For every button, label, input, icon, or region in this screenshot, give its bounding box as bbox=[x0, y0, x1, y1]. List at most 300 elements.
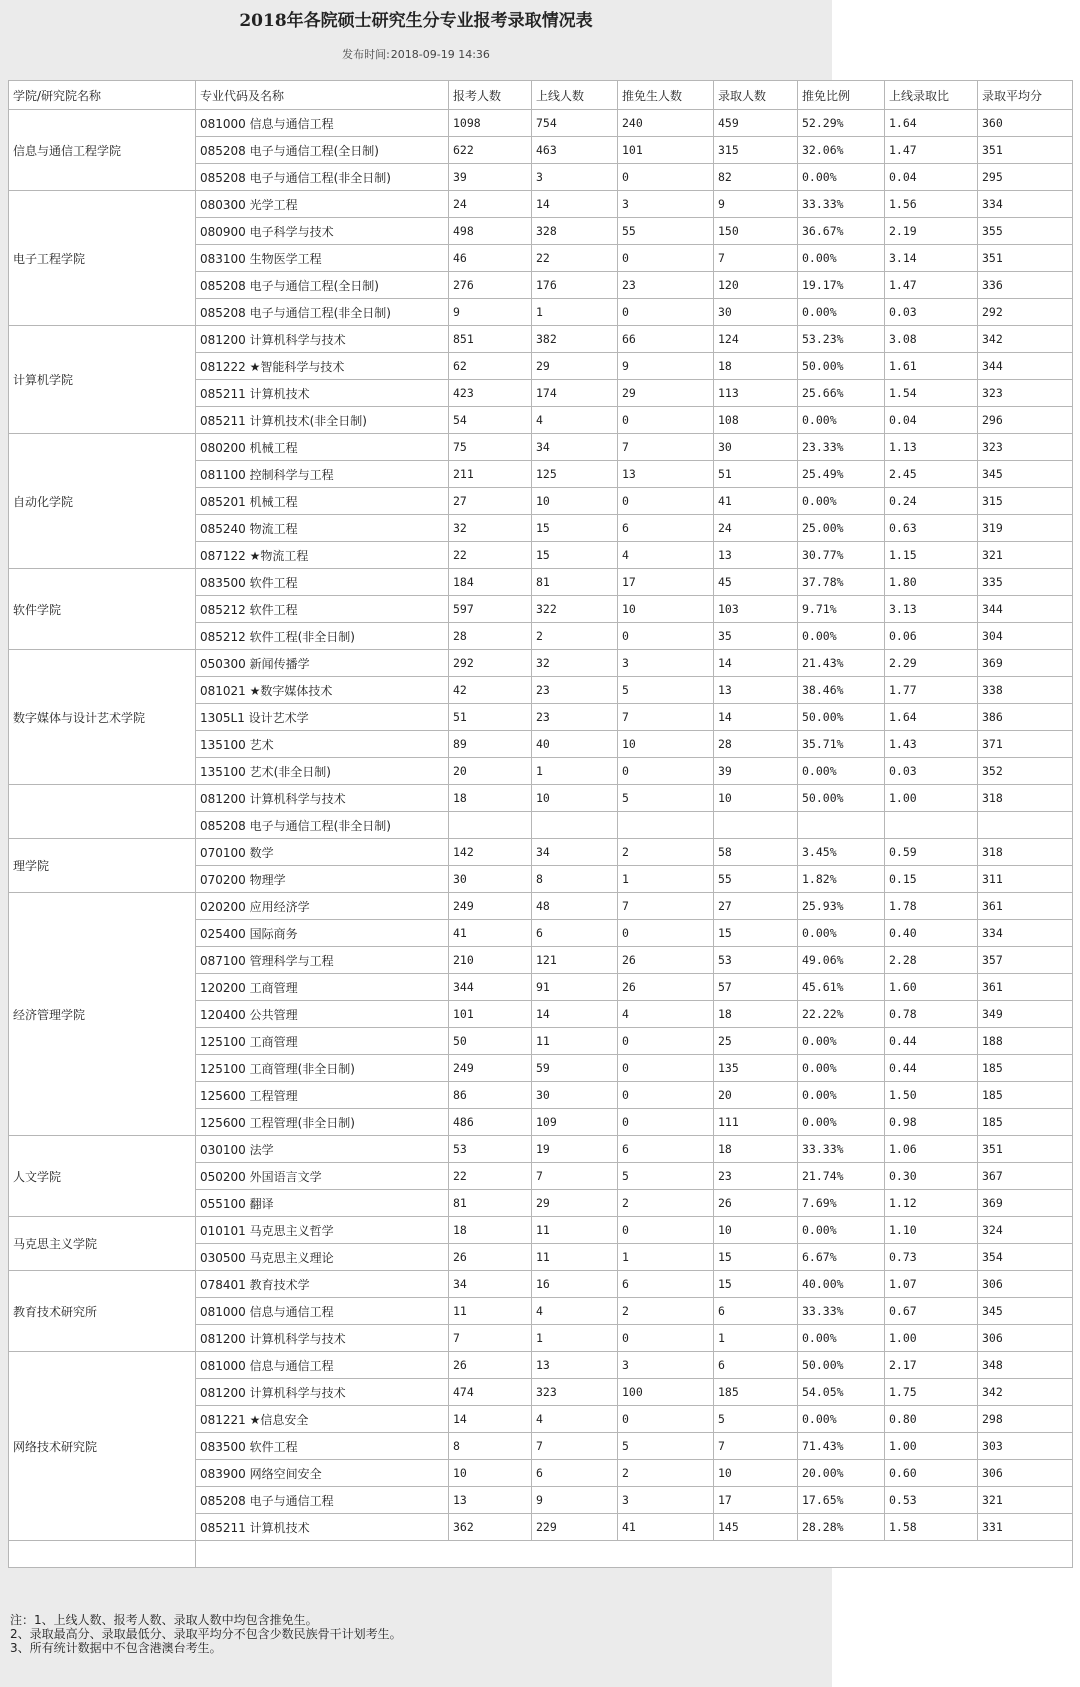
value-cell: 1 bbox=[532, 758, 618, 785]
major-cell: 030500 马克思主义理论 bbox=[196, 1244, 449, 1271]
value-cell: 81 bbox=[532, 569, 618, 596]
value-cell: 11 bbox=[532, 1028, 618, 1055]
value-cell: 86 bbox=[449, 1082, 532, 1109]
major-cell: 085208 电子与通信工程(非全日制) bbox=[196, 812, 449, 839]
value-cell: 9 bbox=[449, 299, 532, 326]
table-row bbox=[9, 893, 1073, 920]
value-cell: 486 bbox=[449, 1109, 532, 1136]
value-cell: 20.00% bbox=[798, 1460, 885, 1487]
value-cell: 1.75 bbox=[885, 1379, 978, 1406]
column-header: 学院/研究院名称 bbox=[9, 81, 196, 110]
major-cell: 020200 应用经济学 bbox=[196, 893, 449, 920]
value-cell: 71.43% bbox=[798, 1433, 885, 1460]
value-cell: 1.43 bbox=[885, 731, 978, 758]
value-cell: 6.67% bbox=[798, 1244, 885, 1271]
value-cell: 0.78 bbox=[885, 1001, 978, 1028]
value-cell: 18 bbox=[449, 1217, 532, 1244]
value-cell: 0.00% bbox=[798, 164, 885, 191]
value-cell: 62 bbox=[449, 353, 532, 380]
value-cell: 45 bbox=[714, 569, 798, 596]
value-cell: 355 bbox=[978, 218, 1073, 245]
value-cell: 3 bbox=[618, 650, 714, 677]
value-cell: 22 bbox=[449, 542, 532, 569]
value-cell: 33.33% bbox=[798, 191, 885, 218]
value-cell: 0.67 bbox=[885, 1298, 978, 1325]
major-cell: 1305L1 设计艺术学 bbox=[196, 704, 449, 731]
value-cell: 10 bbox=[618, 596, 714, 623]
value-cell: 0.00% bbox=[798, 488, 885, 515]
major-cell: 085212 软件工程(非全日制) bbox=[196, 623, 449, 650]
major-cell: 081100 控制科学与工程 bbox=[196, 461, 449, 488]
publish-time-label: 发布时间: bbox=[342, 48, 390, 61]
value-cell: 2.17 bbox=[885, 1352, 978, 1379]
value-cell: 5 bbox=[618, 785, 714, 812]
value-cell: 0 bbox=[618, 1109, 714, 1136]
value-cell: 15 bbox=[714, 1271, 798, 1298]
value-cell: 125 bbox=[532, 461, 618, 488]
value-cell: 22 bbox=[532, 245, 618, 272]
value-cell: 89 bbox=[449, 731, 532, 758]
value-cell: 1.60 bbox=[885, 974, 978, 1001]
value-cell: 17 bbox=[618, 569, 714, 596]
value-cell: 30 bbox=[714, 299, 798, 326]
value-cell: 22.22% bbox=[798, 1001, 885, 1028]
value-cell: 9.71% bbox=[798, 596, 885, 623]
major-cell: 080200 机械工程 bbox=[196, 434, 449, 461]
table-row bbox=[9, 569, 1073, 596]
value-cell: 1.00 bbox=[885, 1433, 978, 1460]
major-cell: 085211 计算机技术 bbox=[196, 380, 449, 407]
footnote-3: 3、所有统计数据中不包含港澳台考生。 bbox=[10, 1641, 222, 1655]
value-cell: 351 bbox=[978, 137, 1073, 164]
value-cell: 32 bbox=[532, 650, 618, 677]
value-cell: 21.74% bbox=[798, 1163, 885, 1190]
value-cell: 23 bbox=[532, 704, 618, 731]
value-cell: 342 bbox=[978, 1379, 1073, 1406]
value-cell: 4 bbox=[618, 542, 714, 569]
major-cell: 125100 工商管理(非全日制) bbox=[196, 1055, 449, 1082]
value-cell: 1.64 bbox=[885, 704, 978, 731]
value-cell: 0.04 bbox=[885, 407, 978, 434]
value-cell: 1.58 bbox=[885, 1514, 978, 1541]
college-name: 人文学院 bbox=[9, 1136, 196, 1217]
table-row bbox=[9, 1271, 1073, 1298]
value-cell: 303 bbox=[978, 1433, 1073, 1460]
value-cell: 7.69% bbox=[798, 1190, 885, 1217]
value-cell: 342 bbox=[978, 326, 1073, 353]
value-cell: 306 bbox=[978, 1325, 1073, 1352]
major-cell: 078401 教育技术学 bbox=[196, 1271, 449, 1298]
value-cell: 315 bbox=[714, 137, 798, 164]
major-cell: 081200 计算机科学与技术 bbox=[196, 785, 449, 812]
college-name: 马克思主义学院 bbox=[9, 1217, 196, 1271]
value-cell: 51 bbox=[449, 704, 532, 731]
value-cell: 336 bbox=[978, 272, 1073, 299]
value-cell: 13 bbox=[714, 677, 798, 704]
value-cell: 29 bbox=[532, 353, 618, 380]
value-cell: 101 bbox=[618, 137, 714, 164]
major-cell: 070200 物理学 bbox=[196, 866, 449, 893]
value-cell: 0.40 bbox=[885, 920, 978, 947]
column-header: 专业代码及名称 bbox=[196, 81, 449, 110]
value-cell: 10 bbox=[618, 731, 714, 758]
value-cell: 754 bbox=[532, 110, 618, 137]
value-cell: 0.24 bbox=[885, 488, 978, 515]
value-cell: 14 bbox=[714, 650, 798, 677]
value-cell: 334 bbox=[978, 920, 1073, 947]
value-cell: 0.59 bbox=[885, 839, 978, 866]
value-cell: 4 bbox=[618, 1001, 714, 1028]
college-name: 计算机学院 bbox=[9, 326, 196, 434]
value-cell: 6 bbox=[532, 920, 618, 947]
major-cell: 081021 ★数字媒体技术 bbox=[196, 677, 449, 704]
value-cell: 10 bbox=[532, 488, 618, 515]
value-cell: 1.82% bbox=[798, 866, 885, 893]
value-cell: 53 bbox=[714, 947, 798, 974]
value-cell: 0 bbox=[618, 1325, 714, 1352]
publish-time bbox=[0, 46, 832, 62]
table-row bbox=[9, 1352, 1073, 1379]
value-cell: 344 bbox=[978, 353, 1073, 380]
value-cell: 2 bbox=[618, 1190, 714, 1217]
value-cell: 0.73 bbox=[885, 1244, 978, 1271]
value-cell: 0.00% bbox=[798, 623, 885, 650]
value-cell: 298 bbox=[978, 1406, 1073, 1433]
value-cell: 4 bbox=[532, 407, 618, 434]
value-cell: 0.00% bbox=[798, 1406, 885, 1433]
value-cell: 5 bbox=[618, 1433, 714, 1460]
major-cell: 083500 软件工程 bbox=[196, 569, 449, 596]
value-cell: 17 bbox=[714, 1487, 798, 1514]
value-cell: 27 bbox=[714, 893, 798, 920]
value-cell: 19.17% bbox=[798, 272, 885, 299]
value-cell: 3.13 bbox=[885, 596, 978, 623]
column-header: 上线人数 bbox=[532, 81, 618, 110]
value-cell: 53.23% bbox=[798, 326, 885, 353]
value-cell: 7 bbox=[449, 1325, 532, 1352]
value-cell: 10 bbox=[714, 785, 798, 812]
value-cell: 13 bbox=[618, 461, 714, 488]
value-cell: 344 bbox=[449, 974, 532, 1001]
value-cell: 124 bbox=[714, 326, 798, 353]
value-cell: 0.00% bbox=[798, 1082, 885, 1109]
value-cell: 6 bbox=[618, 515, 714, 542]
value-cell: 0.15 bbox=[885, 866, 978, 893]
admission-table bbox=[8, 80, 1073, 1568]
major-cell: 081200 计算机科学与技术 bbox=[196, 326, 449, 353]
value-cell: 2 bbox=[618, 839, 714, 866]
value-cell: 45.61% bbox=[798, 974, 885, 1001]
value-cell bbox=[449, 812, 532, 839]
value-cell: 344 bbox=[978, 596, 1073, 623]
value-cell: 41 bbox=[618, 1514, 714, 1541]
table-row bbox=[9, 650, 1073, 677]
value-cell: 318 bbox=[978, 839, 1073, 866]
value-cell: 10 bbox=[449, 1460, 532, 1487]
value-cell: 50 bbox=[449, 1028, 532, 1055]
value-cell: 1 bbox=[618, 1244, 714, 1271]
value-cell: 0.63 bbox=[885, 515, 978, 542]
value-cell: 13 bbox=[714, 542, 798, 569]
value-cell: 1.10 bbox=[885, 1217, 978, 1244]
value-cell: 14 bbox=[532, 191, 618, 218]
value-cell: 11 bbox=[532, 1217, 618, 1244]
value-cell: 0.04 bbox=[885, 164, 978, 191]
value-cell: 0.60 bbox=[885, 1460, 978, 1487]
value-cell: 5 bbox=[618, 1163, 714, 1190]
value-cell: 1.13 bbox=[885, 434, 978, 461]
value-cell: 328 bbox=[532, 218, 618, 245]
value-cell: 30 bbox=[532, 1082, 618, 1109]
major-cell: 081222 ★智能科学与技术 bbox=[196, 353, 449, 380]
value-cell: 597 bbox=[449, 596, 532, 623]
value-cell: 26 bbox=[449, 1244, 532, 1271]
footnote-1: 注：1、上线人数、报考人数、录取人数中均包含推免生。 bbox=[10, 1613, 318, 1627]
value-cell: 1.12 bbox=[885, 1190, 978, 1217]
value-cell: 26 bbox=[618, 974, 714, 1001]
value-cell: 59 bbox=[532, 1055, 618, 1082]
value-cell: 0 bbox=[618, 920, 714, 947]
value-cell: 306 bbox=[978, 1271, 1073, 1298]
value-cell: 55 bbox=[714, 866, 798, 893]
value-cell: 2.29 bbox=[885, 650, 978, 677]
major-cell: 135100 艺术(非全日制) bbox=[196, 758, 449, 785]
major-cell: 081000 信息与通信工程 bbox=[196, 1298, 449, 1325]
major-cell: 085240 物流工程 bbox=[196, 515, 449, 542]
value-cell: 0 bbox=[618, 407, 714, 434]
value-cell: 176 bbox=[532, 272, 618, 299]
value-cell: 0.03 bbox=[885, 299, 978, 326]
value-cell: 0.98 bbox=[885, 1109, 978, 1136]
value-cell: 386 bbox=[978, 704, 1073, 731]
value-cell: 292 bbox=[449, 650, 532, 677]
value-cell: 1.61 bbox=[885, 353, 978, 380]
value-cell: 35.71% bbox=[798, 731, 885, 758]
value-cell: 28.28% bbox=[798, 1514, 885, 1541]
value-cell: 25.00% bbox=[798, 515, 885, 542]
value-cell: 0 bbox=[618, 164, 714, 191]
college-name: 网络技术研究院 bbox=[9, 1352, 196, 1541]
value-cell: 323 bbox=[532, 1379, 618, 1406]
table-header-row bbox=[9, 81, 1073, 110]
value-cell: 240 bbox=[618, 110, 714, 137]
value-cell: 3 bbox=[618, 1487, 714, 1514]
footnotes bbox=[10, 1613, 402, 1655]
table-row bbox=[9, 434, 1073, 461]
value-cell: 25.49% bbox=[798, 461, 885, 488]
value-cell: 39 bbox=[449, 164, 532, 191]
value-cell: 1.56 bbox=[885, 191, 978, 218]
college-name: 信息与通信工程学院 bbox=[9, 110, 196, 191]
value-cell: 28 bbox=[714, 731, 798, 758]
college-name: 教育技术研究所 bbox=[9, 1271, 196, 1352]
value-cell: 82 bbox=[714, 164, 798, 191]
value-cell: 35 bbox=[714, 623, 798, 650]
value-cell: 0 bbox=[618, 488, 714, 515]
major-cell: 010101 马克思主义哲学 bbox=[196, 1217, 449, 1244]
value-cell: 34 bbox=[532, 839, 618, 866]
value-cell: 18 bbox=[714, 1001, 798, 1028]
major-cell: 120400 公共管理 bbox=[196, 1001, 449, 1028]
value-cell: 306 bbox=[978, 1460, 1073, 1487]
value-cell bbox=[885, 812, 978, 839]
value-cell: 15 bbox=[532, 542, 618, 569]
value-cell: 292 bbox=[978, 299, 1073, 326]
value-cell: 184 bbox=[449, 569, 532, 596]
major-cell: 135100 艺术 bbox=[196, 731, 449, 758]
value-cell: 26 bbox=[449, 1352, 532, 1379]
value-cell: 369 bbox=[978, 650, 1073, 677]
value-cell: 15 bbox=[714, 920, 798, 947]
value-cell: 13 bbox=[532, 1352, 618, 1379]
value-cell: 25.66% bbox=[798, 380, 885, 407]
value-cell: 1.50 bbox=[885, 1082, 978, 1109]
major-cell: 085211 计算机技术(非全日制) bbox=[196, 407, 449, 434]
major-cell: 085212 软件工程 bbox=[196, 596, 449, 623]
value-cell: 8 bbox=[532, 866, 618, 893]
value-cell: 188 bbox=[978, 1028, 1073, 1055]
table-row bbox=[9, 326, 1073, 353]
value-cell: 1 bbox=[714, 1325, 798, 1352]
major-cell: 083100 生物医学工程 bbox=[196, 245, 449, 272]
value-cell: 295 bbox=[978, 164, 1073, 191]
value-cell: 58 bbox=[714, 839, 798, 866]
value-cell: 14 bbox=[449, 1406, 532, 1433]
value-cell: 5 bbox=[618, 677, 714, 704]
value-cell: 11 bbox=[449, 1298, 532, 1325]
value-cell: 121 bbox=[532, 947, 618, 974]
value-cell: 249 bbox=[449, 893, 532, 920]
value-cell: 1.07 bbox=[885, 1271, 978, 1298]
value-cell: 0.00% bbox=[798, 245, 885, 272]
value-cell: 75 bbox=[449, 434, 532, 461]
college-name: 理学院 bbox=[9, 839, 196, 893]
value-cell: 357 bbox=[978, 947, 1073, 974]
value-cell: 23 bbox=[618, 272, 714, 299]
value-cell: 1.80 bbox=[885, 569, 978, 596]
value-cell: 1 bbox=[618, 866, 714, 893]
value-cell: 29 bbox=[532, 1190, 618, 1217]
value-cell: 323 bbox=[978, 434, 1073, 461]
value-cell: 2 bbox=[618, 1460, 714, 1487]
value-cell: 0 bbox=[618, 1028, 714, 1055]
value-cell: 9 bbox=[532, 1487, 618, 1514]
major-cell: 087100 管理科学与工程 bbox=[196, 947, 449, 974]
value-cell: 1098 bbox=[449, 110, 532, 137]
value-cell: 6 bbox=[714, 1352, 798, 1379]
value-cell: 0.00% bbox=[798, 407, 885, 434]
college-name: 自动化学院 bbox=[9, 434, 196, 569]
value-cell: 1.00 bbox=[885, 1325, 978, 1352]
column-header: 录取平均分 bbox=[978, 81, 1073, 110]
value-cell: 0.00% bbox=[798, 1055, 885, 1082]
publish-time-value: 2018-09-19 14:36 bbox=[390, 48, 490, 61]
major-cell: 085201 机械工程 bbox=[196, 488, 449, 515]
value-cell: 360 bbox=[978, 110, 1073, 137]
value-cell: 229 bbox=[532, 1514, 618, 1541]
value-cell: 7 bbox=[714, 245, 798, 272]
value-cell: 10 bbox=[532, 785, 618, 812]
value-cell: 36.67% bbox=[798, 218, 885, 245]
column-header: 报考人数 bbox=[449, 81, 532, 110]
value-cell: 0.44 bbox=[885, 1055, 978, 1082]
value-cell: 29 bbox=[618, 380, 714, 407]
value-cell: 1 bbox=[532, 1325, 618, 1352]
major-cell: 050200 外国语言文学 bbox=[196, 1163, 449, 1190]
value-cell bbox=[618, 812, 714, 839]
value-cell: 9 bbox=[618, 353, 714, 380]
value-cell: 8 bbox=[449, 1433, 532, 1460]
value-cell: 14 bbox=[532, 1001, 618, 1028]
value-cell: 0 bbox=[618, 1082, 714, 1109]
value-cell: 120 bbox=[714, 272, 798, 299]
value-cell: 6 bbox=[532, 1460, 618, 1487]
value-cell: 33.33% bbox=[798, 1298, 885, 1325]
value-cell: 7 bbox=[618, 893, 714, 920]
table-row bbox=[9, 1136, 1073, 1163]
value-cell: 21.43% bbox=[798, 650, 885, 677]
major-cell: 125600 工程管理 bbox=[196, 1082, 449, 1109]
major-cell: 085208 电子与通信工程(非全日制) bbox=[196, 164, 449, 191]
value-cell: 10 bbox=[714, 1217, 798, 1244]
value-cell: 338 bbox=[978, 677, 1073, 704]
value-cell: 4 bbox=[532, 1406, 618, 1433]
value-cell: 0.03 bbox=[885, 758, 978, 785]
value-cell: 30.77% bbox=[798, 542, 885, 569]
value-cell: 3 bbox=[532, 164, 618, 191]
value-cell: 369 bbox=[978, 1190, 1073, 1217]
value-cell: 1.64 bbox=[885, 110, 978, 137]
value-cell: 276 bbox=[449, 272, 532, 299]
value-cell: 4 bbox=[532, 1298, 618, 1325]
value-cell: 362 bbox=[449, 1514, 532, 1541]
value-cell: 109 bbox=[532, 1109, 618, 1136]
value-cell: 66 bbox=[618, 326, 714, 353]
value-cell: 24 bbox=[449, 191, 532, 218]
value-cell: 7 bbox=[618, 704, 714, 731]
major-cell: 083500 软件工程 bbox=[196, 1433, 449, 1460]
value-cell: 321 bbox=[978, 542, 1073, 569]
value-cell: 474 bbox=[449, 1379, 532, 1406]
major-cell: 085211 计算机技术 bbox=[196, 1514, 449, 1541]
footnote-2: 2、录取最高分、录取最低分、录取平均分不包含少数民族骨干计划考生。 bbox=[10, 1627, 402, 1641]
value-cell: 345 bbox=[978, 1298, 1073, 1325]
value-cell: 345 bbox=[978, 461, 1073, 488]
value-cell: 1.15 bbox=[885, 542, 978, 569]
value-cell: 48 bbox=[532, 893, 618, 920]
major-cell: 081000 信息与通信工程 bbox=[196, 110, 449, 137]
value-cell: 13 bbox=[449, 1487, 532, 1514]
value-cell: 52.29% bbox=[798, 110, 885, 137]
value-cell: 17.65% bbox=[798, 1487, 885, 1514]
value-cell: 351 bbox=[978, 245, 1073, 272]
value-cell: 55 bbox=[618, 218, 714, 245]
value-cell: 41 bbox=[714, 488, 798, 515]
table-row bbox=[9, 1217, 1073, 1244]
value-cell: 1.78 bbox=[885, 893, 978, 920]
value-cell: 7 bbox=[618, 434, 714, 461]
value-cell bbox=[798, 812, 885, 839]
value-cell: 1.47 bbox=[885, 137, 978, 164]
college-name bbox=[9, 785, 196, 839]
value-cell: 19 bbox=[532, 1136, 618, 1163]
value-cell: 0.00% bbox=[798, 1109, 885, 1136]
value-cell: 2.45 bbox=[885, 461, 978, 488]
value-cell: 0.80 bbox=[885, 1406, 978, 1433]
value-cell: 10 bbox=[714, 1460, 798, 1487]
value-cell: 37.78% bbox=[798, 569, 885, 596]
value-cell: 1.06 bbox=[885, 1136, 978, 1163]
